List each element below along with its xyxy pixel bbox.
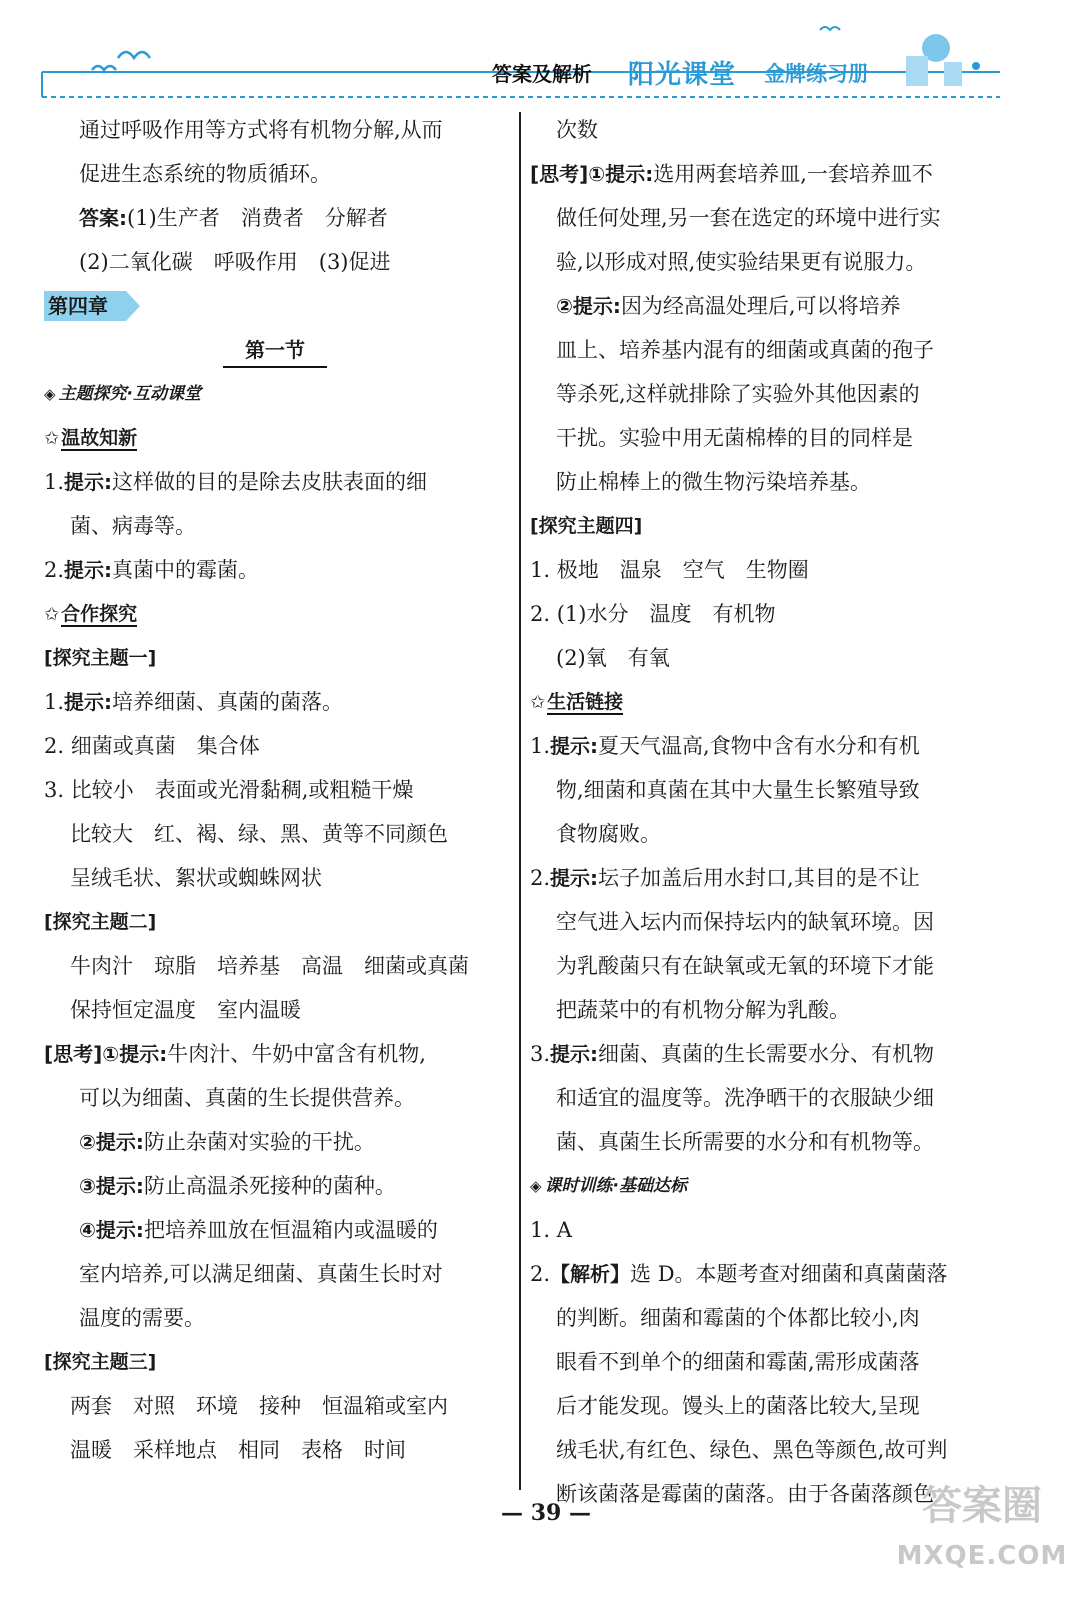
text-line: 防止棉棒上的微生物污染培养基。 bbox=[556, 470, 871, 494]
item-text: 真菌中的霉菌。 bbox=[112, 558, 260, 582]
list-item bbox=[530, 724, 1000, 768]
header-answer-label: 答案及解析 bbox=[492, 62, 592, 86]
hint-label: 提示: bbox=[550, 734, 599, 758]
bird-icon bbox=[118, 52, 150, 58]
hint-label: ②提示: bbox=[79, 1130, 144, 1154]
module-heading bbox=[530, 1164, 1000, 1208]
diamond-icon: ◈ bbox=[530, 1177, 542, 1195]
hint-line bbox=[44, 1120, 506, 1164]
item-number: 1. bbox=[44, 690, 65, 714]
text-line: 比较大 红、褐、绿、黑、黄等不同颜色 bbox=[70, 822, 448, 846]
hint-label: 提示: bbox=[64, 558, 113, 582]
text-line: 室内培养,可以满足细菌、真菌生长时对 bbox=[79, 1262, 443, 1286]
list-item bbox=[44, 548, 506, 592]
text-line: 牛肉汁 琼脂 培养基 高温 细菌或真菌 bbox=[70, 954, 469, 978]
list-item bbox=[44, 460, 506, 504]
list-item bbox=[530, 1252, 1000, 1296]
hint-line bbox=[44, 1164, 506, 1208]
right-column bbox=[530, 108, 1000, 1516]
list-item bbox=[530, 856, 1000, 900]
text-line: 呈绒毛状、絮状或蜘蛛网状 bbox=[70, 866, 322, 890]
list-item: 1. 极地 温泉 空气 生物圈 bbox=[530, 558, 809, 582]
watermark-url: MXQE.COM bbox=[896, 1541, 1068, 1571]
dot-icon bbox=[972, 62, 980, 70]
subheading-text: 生活链接 bbox=[547, 691, 624, 713]
item-text: 因为经高温处理后,可以将培养 bbox=[620, 294, 901, 318]
module-heading-text: 课时训练·基础达标 bbox=[544, 1176, 688, 1196]
hint-label: 提示: bbox=[64, 470, 113, 494]
text-line: 等杀死,这样就排除了实验外其他因素的 bbox=[556, 382, 920, 406]
header-decoration bbox=[0, 0, 1092, 110]
item-text: 坛子加盖后用水封口,其目的是不让 bbox=[598, 866, 920, 890]
text-line: 菌、真菌生长所需要的水分和有机物等。 bbox=[556, 1130, 934, 1154]
text-line: 可以为细菌、真菌的生长提供营养。 bbox=[79, 1086, 415, 1110]
item-number: 3. bbox=[530, 1042, 551, 1066]
answer-text: (1)生产者 消费者 分解者 bbox=[127, 206, 388, 230]
item-number: 2. bbox=[44, 558, 65, 582]
text-line: 皿上、培养基内混有的细菌或真菌的孢子 bbox=[556, 338, 934, 362]
text-line: 空气进入坛内而保持坛内的缺氧环境。因 bbox=[556, 910, 934, 934]
answer-label: 答案: bbox=[79, 206, 127, 230]
text-line: 眼看不到单个的细菌和霉菌,需形成菌落 bbox=[556, 1350, 920, 1374]
text-line: 温度的需要。 bbox=[79, 1306, 205, 1330]
subheading-text: 温故知新 bbox=[61, 427, 138, 449]
answer-line: (2)二氧化碳 呼吸作用 (3)促进 bbox=[79, 250, 391, 274]
item-number: 1. bbox=[530, 734, 551, 758]
building-icon bbox=[944, 62, 962, 86]
topic-heading: [探究主题四] bbox=[530, 515, 643, 537]
hint-label: 提示: bbox=[550, 1042, 599, 1066]
item-text: 牛肉汁、牛奶中富含有机物, bbox=[167, 1042, 426, 1066]
think-line bbox=[44, 1032, 506, 1076]
item-text: 培养细菌、真菌的菌落。 bbox=[112, 690, 344, 714]
text-line: 和适宜的温度等。洗净晒干的衣服缺少细 bbox=[556, 1086, 934, 1110]
hint-label: ①提示: bbox=[102, 1042, 168, 1066]
text-line: 次数 bbox=[556, 118, 598, 142]
page-header bbox=[0, 0, 1092, 110]
item-text: 细菌、真菌的生长需要水分、有机物 bbox=[598, 1042, 935, 1066]
subheading-life bbox=[530, 680, 1000, 724]
text-line: 保持恒定温度 室内温暖 bbox=[70, 998, 301, 1022]
hint-label: 提示: bbox=[550, 866, 599, 890]
item-text: 把培养皿放在恒温箱内或温暖的 bbox=[143, 1218, 438, 1242]
list-item: 1. A bbox=[530, 1218, 572, 1242]
list-item bbox=[44, 680, 506, 724]
hint-label: ④提示: bbox=[79, 1218, 144, 1242]
watermark bbox=[892, 1476, 1072, 1596]
list-item: 3. 比较小 表面或光滑黏稠,或粗糙干燥 bbox=[44, 778, 414, 802]
item-number: 2. bbox=[530, 1262, 551, 1286]
list-item: 2. (1)水分 温度 有机物 bbox=[530, 602, 776, 626]
text-line: 促进生态系统的物质循环。 bbox=[79, 162, 331, 186]
page-number: — 39 — bbox=[501, 1500, 591, 1526]
hint-line bbox=[44, 1208, 506, 1252]
text-line: 温暖 采样地点 相同 表格 时间 bbox=[70, 1438, 406, 1462]
subheading-text: 合作探究 bbox=[61, 603, 138, 625]
subheading-coop bbox=[44, 592, 506, 636]
item-number: 1. bbox=[44, 470, 65, 494]
analysis-label: 【解析】 bbox=[550, 1262, 631, 1286]
chapter-badge: 第四章 bbox=[44, 291, 126, 321]
answer-line bbox=[44, 196, 506, 240]
item-text: 选用两套培养皿,一套培养皿不 bbox=[653, 162, 933, 186]
module-heading-text: 主题探究·互动课堂 bbox=[58, 384, 202, 404]
topic-heading: [探究主题三] bbox=[44, 1351, 157, 1373]
item-text: 这样做的目的是除去皮肤表面的细 bbox=[112, 470, 428, 494]
text-line: 两套 对照 环境 接种 恒温箱或室内 bbox=[70, 1394, 448, 1418]
text-line: 把蔬菜中的有机物分解为乳酸。 bbox=[556, 998, 850, 1022]
watermark-logo-text: 答案圈 bbox=[922, 1483, 1042, 1529]
hint-label: ①提示: bbox=[588, 162, 654, 186]
building-icon bbox=[906, 56, 928, 86]
star-icon: ✩ bbox=[44, 604, 60, 625]
topic-heading: [探究主题二] bbox=[44, 911, 157, 933]
item-text: 防止杂菌对实验的干扰。 bbox=[143, 1130, 375, 1154]
item-text: 选 D。本题考查对细菌和真菌菌落 bbox=[630, 1262, 948, 1286]
list-item: 2. 细菌或真菌 集合体 bbox=[44, 734, 260, 758]
text-line: (2)氧 有氧 bbox=[556, 646, 670, 670]
think-line bbox=[530, 152, 1000, 196]
hint-label: 提示: bbox=[64, 690, 113, 714]
think-label: [思考] bbox=[530, 162, 589, 186]
text-line: 食物腐败。 bbox=[556, 822, 661, 846]
hint-label: ③提示: bbox=[79, 1174, 144, 1198]
text-line: 绒毛状,有红色、绿色、黑色等颜色,故可判 bbox=[556, 1438, 948, 1462]
chapter-row bbox=[44, 284, 506, 328]
module-heading bbox=[44, 372, 506, 416]
think-label: [思考] bbox=[44, 1042, 103, 1066]
subheading-review bbox=[44, 416, 506, 460]
item-text: 防止高温杀死接种的菌种。 bbox=[143, 1174, 396, 1198]
text-line: 为乳酸菌只有在缺氧或无氧的环境下才能 bbox=[556, 954, 934, 978]
text-line: 的判断。细菌和霉菌的个体都比较小,肉 bbox=[556, 1306, 920, 1330]
text-line: 验,以形成对照,使实验结果更有说服力。 bbox=[556, 250, 927, 274]
header-brand: 阳光课堂 bbox=[628, 60, 737, 90]
text-line: 干扰。实验中用无菌棉棒的目的同样是 bbox=[556, 426, 913, 450]
diamond-icon: ◈ bbox=[44, 385, 56, 403]
topic-heading: [探究主题一] bbox=[44, 647, 157, 669]
bird-icon bbox=[92, 66, 116, 70]
hint-line bbox=[530, 284, 1000, 328]
hint-label: ②提示: bbox=[556, 294, 621, 318]
star-icon: ✩ bbox=[44, 428, 60, 449]
section-title-text: 第一节 bbox=[223, 338, 327, 368]
text-line: 菌、病毒等。 bbox=[70, 514, 196, 538]
header-series: 金牌练习册 bbox=[764, 62, 869, 86]
item-text: 夏天气温高,食物中含有水分和有机 bbox=[598, 734, 920, 758]
left-column bbox=[44, 108, 506, 1472]
text-line: 做任何处理,另一套在选定的环境中进行实 bbox=[556, 206, 941, 230]
text-line: 后才能发现。馒头上的菌落比较大,呈现 bbox=[556, 1394, 920, 1418]
item-number: 2. bbox=[530, 866, 551, 890]
star-icon: ✩ bbox=[530, 692, 546, 713]
section-title bbox=[44, 328, 506, 372]
bird-icon bbox=[820, 27, 840, 30]
text-line: 物,细菌和真菌在其中大量生长繁殖导致 bbox=[556, 778, 920, 802]
list-item bbox=[530, 1032, 1000, 1076]
text-line: 通过呼吸作用等方式将有机物分解,从而 bbox=[79, 118, 443, 142]
text-line: 断该菌落是霉菌的菌落。由于各菌落颜色 bbox=[556, 1482, 934, 1506]
column-divider bbox=[519, 112, 521, 1490]
